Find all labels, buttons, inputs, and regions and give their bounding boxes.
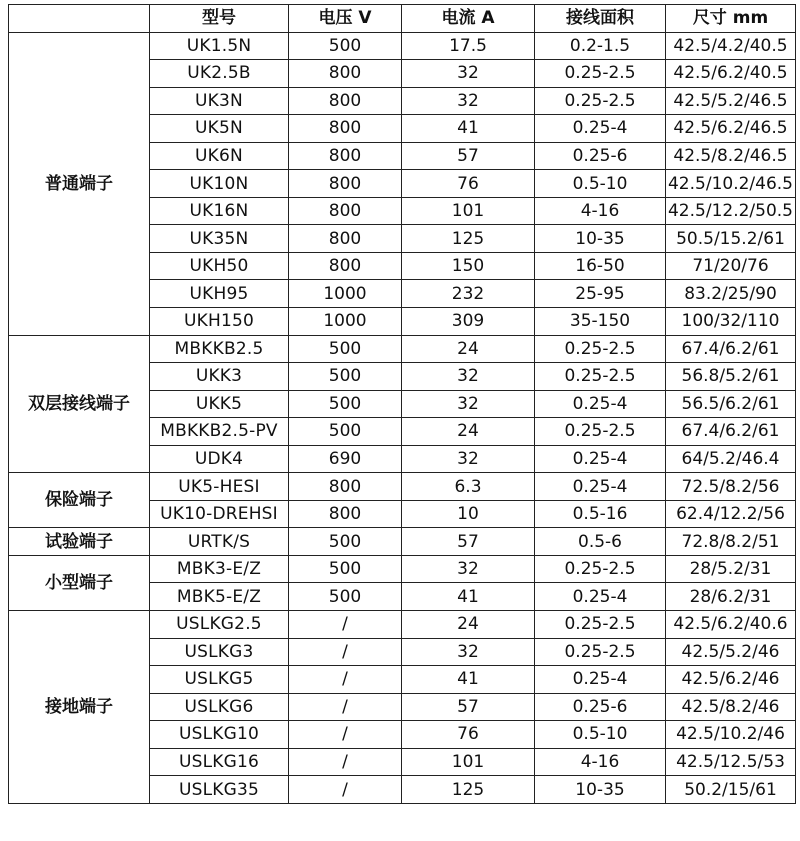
voltage-cell: 500 — [289, 528, 402, 556]
model-cell: UKK5 — [150, 390, 289, 418]
wire-area-cell: 0.25-2.5 — [535, 418, 666, 446]
voltage-cell: / — [289, 666, 402, 694]
dimensions-cell: 56.5/6.2/61 — [666, 390, 796, 418]
current-cell: 76 — [402, 170, 535, 198]
dimensions-cell: 100/32/110 — [666, 308, 796, 336]
group-label: 小型端子 — [9, 555, 150, 610]
wire-area-cell: 0.5-6 — [535, 528, 666, 556]
group-label: 接地端子 — [9, 611, 150, 804]
table-row — [9, 555, 796, 583]
header-voltage: 电压 V — [289, 5, 402, 33]
model-cell: UK10N — [150, 170, 289, 198]
wire-area-cell: 0.5-10 — [535, 170, 666, 198]
voltage-cell: / — [289, 638, 402, 666]
wire-area-cell: 0.25-2.5 — [535, 611, 666, 639]
dimensions-cell: 83.2/25/90 — [666, 280, 796, 308]
dimensions-cell: 72.8/8.2/51 — [666, 528, 796, 556]
dimensions-cell: 50.5/15.2/61 — [666, 225, 796, 253]
current-cell: 150 — [402, 252, 535, 280]
table-row — [9, 335, 796, 363]
voltage-cell: 1000 — [289, 280, 402, 308]
model-cell: USLKG3 — [150, 638, 289, 666]
dimensions-cell: 42.5/6.2/40.5 — [666, 60, 796, 88]
current-cell: 24 — [402, 418, 535, 446]
current-cell: 57 — [402, 528, 535, 556]
current-cell: 101 — [402, 197, 535, 225]
current-cell: 309 — [402, 308, 535, 336]
group-label: 双层接线端子 — [9, 335, 150, 473]
dimensions-cell: 42.5/10.2/46 — [666, 721, 796, 749]
wire-area-cell: 0.25-2.5 — [535, 638, 666, 666]
current-cell: 32 — [402, 638, 535, 666]
header-category — [9, 5, 150, 33]
wire-area-cell: 4-16 — [535, 197, 666, 225]
voltage-cell: 800 — [289, 473, 402, 501]
model-cell: UK5-HESI — [150, 473, 289, 501]
model-cell: UKH50 — [150, 252, 289, 280]
model-cell: UKH150 — [150, 308, 289, 336]
current-cell: 24 — [402, 335, 535, 363]
wire-area-cell: 0.25-2.5 — [535, 335, 666, 363]
model-cell: UK35N — [150, 225, 289, 253]
wire-area-cell: 4-16 — [535, 748, 666, 776]
dimensions-cell: 42.5/5.2/46.5 — [666, 87, 796, 115]
header-current: 电流 A — [402, 5, 535, 33]
wire-area-cell: 0.25-6 — [535, 142, 666, 170]
dimensions-cell: 28/6.2/31 — [666, 583, 796, 611]
current-cell: 76 — [402, 721, 535, 749]
current-cell: 17.5 — [402, 32, 535, 60]
wire-area-cell: 35-150 — [535, 308, 666, 336]
model-cell: UK6N — [150, 142, 289, 170]
current-cell: 32 — [402, 60, 535, 88]
header-wire-area: 接线面积 — [535, 5, 666, 33]
wire-area-cell: 0.25-4 — [535, 583, 666, 611]
model-cell: USLKG35 — [150, 776, 289, 804]
current-cell: 6.3 — [402, 473, 535, 501]
current-cell: 57 — [402, 142, 535, 170]
voltage-cell: 800 — [289, 225, 402, 253]
group-label: 试验端子 — [9, 528, 150, 556]
model-cell: USLKG6 — [150, 693, 289, 721]
dimensions-cell: 42.5/12.2/50.5 — [666, 197, 796, 225]
wire-area-cell: 0.25-2.5 — [535, 555, 666, 583]
wire-area-cell: 0.2-1.5 — [535, 32, 666, 60]
current-cell: 125 — [402, 776, 535, 804]
model-cell: UK10-DREHSI — [150, 500, 289, 528]
wire-area-cell: 0.25-2.5 — [535, 60, 666, 88]
current-cell: 32 — [402, 390, 535, 418]
dimensions-cell: 72.5/8.2/56 — [666, 473, 796, 501]
wire-area-cell: 0.25-6 — [535, 693, 666, 721]
model-cell: USLKG5 — [150, 666, 289, 694]
model-cell: UK3N — [150, 87, 289, 115]
voltage-cell: 500 — [289, 32, 402, 60]
model-cell: UK2.5B — [150, 60, 289, 88]
wire-area-cell: 0.5-16 — [535, 500, 666, 528]
wire-area-cell: 16-50 — [535, 252, 666, 280]
current-cell: 57 — [402, 693, 535, 721]
wire-area-cell: 10-35 — [535, 776, 666, 804]
model-cell: MBK5-E/Z — [150, 583, 289, 611]
current-cell: 10 — [402, 500, 535, 528]
wire-area-cell: 0.25-4 — [535, 473, 666, 501]
model-cell: MBKKB2.5-PV — [150, 418, 289, 446]
voltage-cell: 690 — [289, 445, 402, 473]
group-label: 保险端子 — [9, 473, 150, 528]
current-cell: 41 — [402, 666, 535, 694]
voltage-cell: / — [289, 721, 402, 749]
current-cell: 232 — [402, 280, 535, 308]
model-cell: UK1.5N — [150, 32, 289, 60]
voltage-cell: / — [289, 611, 402, 639]
current-cell: 32 — [402, 363, 535, 391]
dimensions-cell: 42.5/8.2/46.5 — [666, 142, 796, 170]
model-cell: URTK/S — [150, 528, 289, 556]
dimensions-cell: 42.5/6.2/46 — [666, 666, 796, 694]
voltage-cell: 500 — [289, 335, 402, 363]
wire-area-cell: 0.25-4 — [535, 666, 666, 694]
table-row — [9, 611, 796, 639]
voltage-cell: 800 — [289, 197, 402, 225]
voltage-cell: / — [289, 693, 402, 721]
model-cell: UKH95 — [150, 280, 289, 308]
voltage-cell: 500 — [289, 363, 402, 391]
wire-area-cell: 0.5-10 — [535, 721, 666, 749]
dimensions-cell: 42.5/12.5/53 — [666, 748, 796, 776]
model-cell: UDK4 — [150, 445, 289, 473]
table-body — [9, 32, 796, 803]
dimensions-cell: 42.5/6.2/40.6 — [666, 611, 796, 639]
dimensions-cell: 50.2/15/61 — [666, 776, 796, 804]
model-cell: UK16N — [150, 197, 289, 225]
voltage-cell: 500 — [289, 418, 402, 446]
voltage-cell: 800 — [289, 170, 402, 198]
current-cell: 32 — [402, 445, 535, 473]
voltage-cell: 800 — [289, 142, 402, 170]
wire-area-cell: 0.25-4 — [535, 390, 666, 418]
dimensions-cell: 28/5.2/31 — [666, 555, 796, 583]
model-cell: MBK3-E/Z — [150, 555, 289, 583]
voltage-cell: / — [289, 776, 402, 804]
wire-area-cell: 0.25-2.5 — [535, 87, 666, 115]
model-cell: UK5N — [150, 115, 289, 143]
voltage-cell: 800 — [289, 500, 402, 528]
voltage-cell: 500 — [289, 555, 402, 583]
current-cell: 32 — [402, 87, 535, 115]
voltage-cell: 500 — [289, 583, 402, 611]
dimensions-cell: 56.8/5.2/61 — [666, 363, 796, 391]
dimensions-cell: 42.5/10.2/46.5 — [666, 170, 796, 198]
header-model: 型号 — [150, 5, 289, 33]
model-cell: USLKG10 — [150, 721, 289, 749]
voltage-cell: 800 — [289, 252, 402, 280]
model-cell: MBKKB2.5 — [150, 335, 289, 363]
dimensions-cell: 62.4/12.2/56 — [666, 500, 796, 528]
dimensions-cell: 42.5/5.2/46 — [666, 638, 796, 666]
dimensions-cell: 42.5/4.2/40.5 — [666, 32, 796, 60]
dimensions-cell: 71/20/76 — [666, 252, 796, 280]
dimensions-cell: 67.4/6.2/61 — [666, 418, 796, 446]
wire-area-cell: 25-95 — [535, 280, 666, 308]
header-dimensions: 尺寸 mm — [666, 5, 796, 33]
model-cell: USLKG2.5 — [150, 611, 289, 639]
voltage-cell: 800 — [289, 115, 402, 143]
wire-area-cell: 0.25-2.5 — [535, 363, 666, 391]
wire-area-cell: 0.25-4 — [535, 115, 666, 143]
model-cell: UKK3 — [150, 363, 289, 391]
wire-area-cell: 0.25-4 — [535, 445, 666, 473]
dimensions-cell: 64/5.2/46.4 — [666, 445, 796, 473]
wire-area-cell: 10-35 — [535, 225, 666, 253]
table-row — [9, 32, 796, 60]
voltage-cell: / — [289, 748, 402, 776]
dimensions-cell: 42.5/6.2/46.5 — [666, 115, 796, 143]
current-cell: 41 — [402, 583, 535, 611]
current-cell: 32 — [402, 555, 535, 583]
dimensions-cell: 42.5/8.2/46 — [666, 693, 796, 721]
current-cell: 41 — [402, 115, 535, 143]
group-label: 普通端子 — [9, 32, 150, 335]
terminal-spec-table — [8, 4, 796, 804]
current-cell: 125 — [402, 225, 535, 253]
current-cell: 24 — [402, 611, 535, 639]
table-row — [9, 473, 796, 501]
dimensions-cell: 67.4/6.2/61 — [666, 335, 796, 363]
voltage-cell: 800 — [289, 60, 402, 88]
voltage-cell: 1000 — [289, 308, 402, 336]
voltage-cell: 500 — [289, 390, 402, 418]
table-row — [9, 528, 796, 556]
current-cell: 101 — [402, 748, 535, 776]
header-row — [9, 5, 796, 33]
model-cell: USLKG16 — [150, 748, 289, 776]
voltage-cell: 800 — [289, 87, 402, 115]
